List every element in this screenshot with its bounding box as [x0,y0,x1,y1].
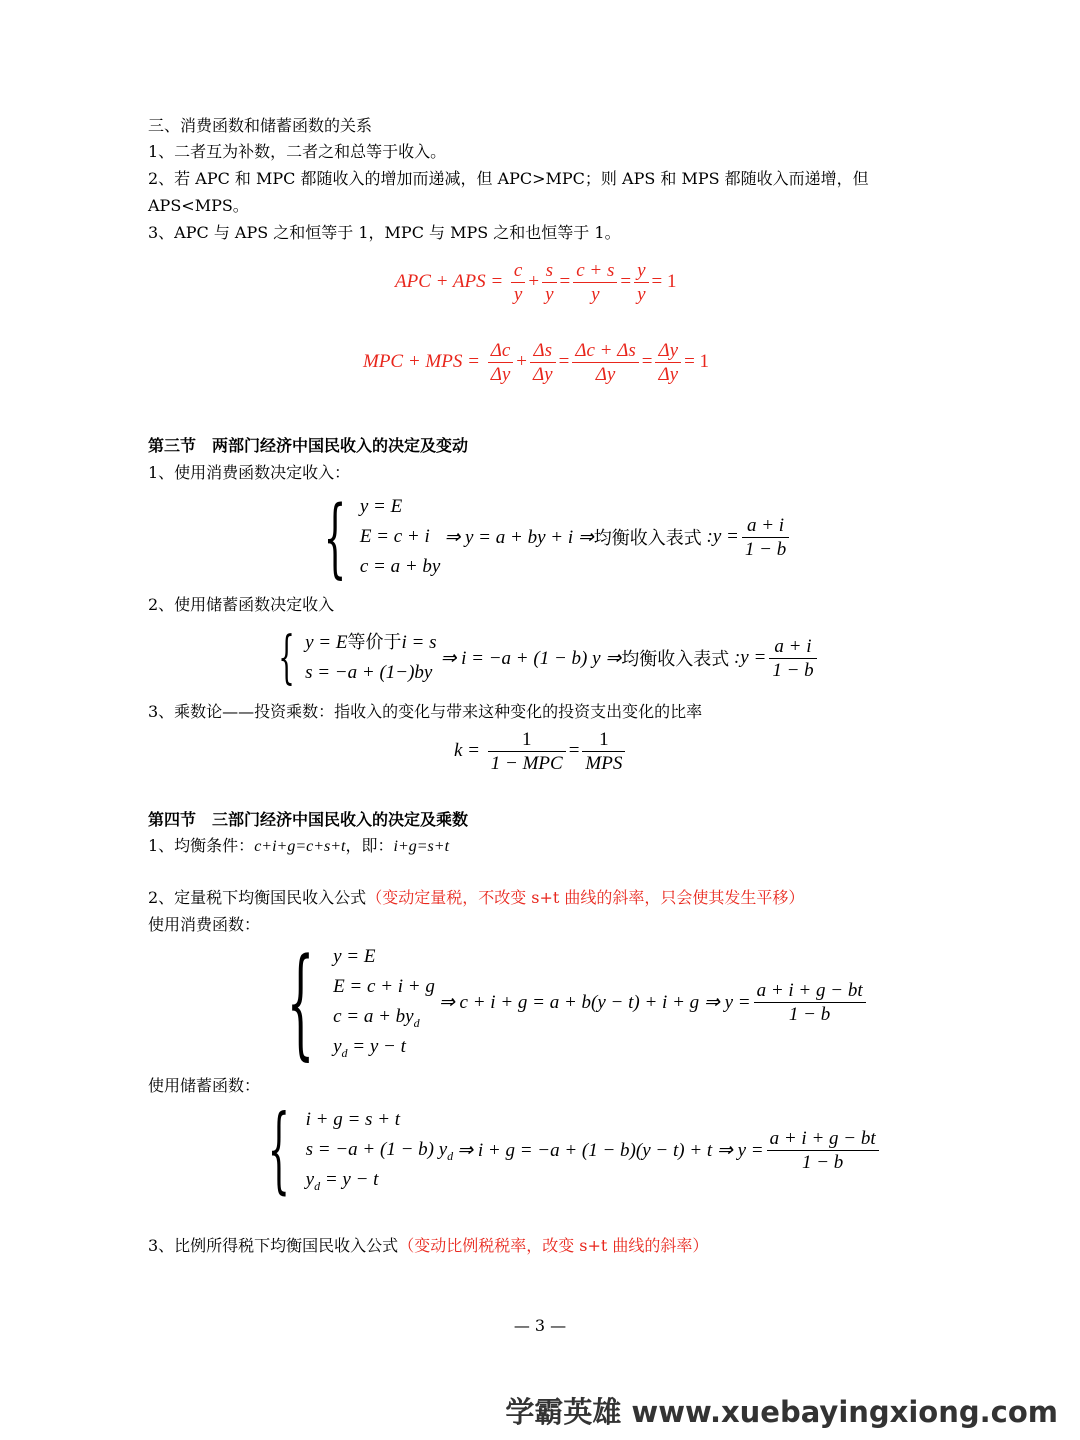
section3-paragraph-2: 2、使用储蓄函数决定收入 [148,595,335,614]
system-consumption-2sector: { y = E E = c + i c = a + by ⇒ y = a + by + i ⇒ 均衡收入表式 : y = $\frac{a + i}{1 - b}$ [312,492,792,582]
left-brace: { [278,625,295,691]
eq-mpc-lhs: MPC + MPS = [363,350,485,372]
eq-mpc-frac3: $\frac{\Delta c + \Delta s}{\Delta y}$ [572,339,638,386]
section4-heading: 第四节 三部门经济中国民收入的决定及乘数 [148,810,469,829]
section3-heading: 第三节 两部门经济中国民收入的决定及变动 [148,436,469,455]
paragraph-2-line2: APS<MPS。 [148,196,249,215]
equation-mpc-mps: MPC + MPS = $\frac{\Delta c}{\Delta y}$ + $\frac{\Delta s}{\Delta y}$ = $\frac{\Delta c + \Delta s}{\Delta y}$ = $\frac{\Delta y}{\Delta y}$ = 1 [363,340,710,385]
eq-mpc-frac2: $\frac{\Delta s}{\Delta y}$ [530,339,556,386]
equation-multiplier: k = $\frac{1}{\text{1 − MPC}}$ = $\frac{1}{\text{MPS}}$ [454,728,628,775]
section4-paragraph-1: 1、均衡条件：c+i+g=c+s+t，即：i+g=s+t [148,836,450,855]
paragraph-2-line1: 2、若 APC 和 MPC 都随收入的增加而递减，但 APC>MPC；则 APS 和 MPS 都随收入而递增，但 [148,169,869,188]
section4-saving-label: 使用储蓄函数： [148,1076,261,1095]
section4-paragraph-3: 3、比例所得税下均衡国民收入公式（变动比例税税率，改变 s+t 曲线的斜率） [148,1236,709,1255]
eq-apc-frac3: $\frac{c + s}{y}$ [573,259,617,306]
watermark-logo: 学霸英雄 www.xuebayingxiong.com [505,1395,1058,1429]
page-number: — 3 — [513,1316,567,1335]
eq-apc-lhs: APC + APS = [395,270,508,292]
eq-mpc-frac4: $\frac{\Delta y}{\Delta y}$ [655,339,681,386]
eq-mpc-frac1: $\frac{\Delta c}{\Delta y}$ [488,339,514,386]
eq-apc-frac2: $\frac{s}{y}$ [542,259,556,306]
system-consumption-3sector: { y = E E = c + i + g $c = a + by_d$ $y_d = y - t$ ⇒ c + i + g = a + b(y − t) + i + g ⇒ y = $\frac{a + i + g - bt}{1 - b}$ [270,942,869,1062]
paragraph-3: 3、APC 与 APS 之和恒等于 1，MPC 与 MPS 之和也恒等于 1。 [148,223,621,242]
section-heading-relation: 三、消费函数和储蓄函数的关系 [148,116,373,135]
equation-apc-aps: APC + APS = $\frac{c}{y}$ + $\frac{s}{y}$ = $\frac{c + s}{y}$ = $\frac{y}{y}$ = 1 [395,260,677,305]
section4-consumption-label: 使用消费函数： [148,915,261,934]
paragraph-1: 1、二者互为补数，二者之和总等于收入。 [148,142,447,161]
section3-paragraph-3: 3、乘数论——投资乘数：指收入的变化与带来这种变化的投资支出变化的比率 [148,702,703,721]
eq-mpc-end: = 1 [684,350,710,372]
left-brace: { [323,486,347,588]
eq-apc-frac1: $\frac{c}{y}$ [511,259,525,306]
system-saving-3sector: { i + g = s + t s = −a + (1 − b) $y_d$ $y_d = y - t$ ⇒ i + g = −a + (1 − b)(y − t) + t ⇒ y = $\frac{a + i + g - bt}{1 - b}$ [254,1105,882,1195]
eq-apc-frac4: $\frac{y}{y}$ [634,259,648,306]
section4-paragraph-2: 2、定量税下均衡国民收入公式（变动定量税，不改变 s+t 曲线的斜率，只会使其发生平移） [148,888,805,907]
section3-paragraph-1: 1、使用消费函数决定收入： [148,463,351,482]
left-brace: { [267,1096,290,1204]
eq-apc-end: = 1 [651,270,677,292]
system-saving-2sector: { y = E等价于i = s s = −a + (1−)by ⇒ i = −a + (1 − b) y ⇒ 均衡收入表式 : y = $\frac{a + i}{1 - b}$ [270,628,820,688]
left-brace: { [286,932,315,1072]
